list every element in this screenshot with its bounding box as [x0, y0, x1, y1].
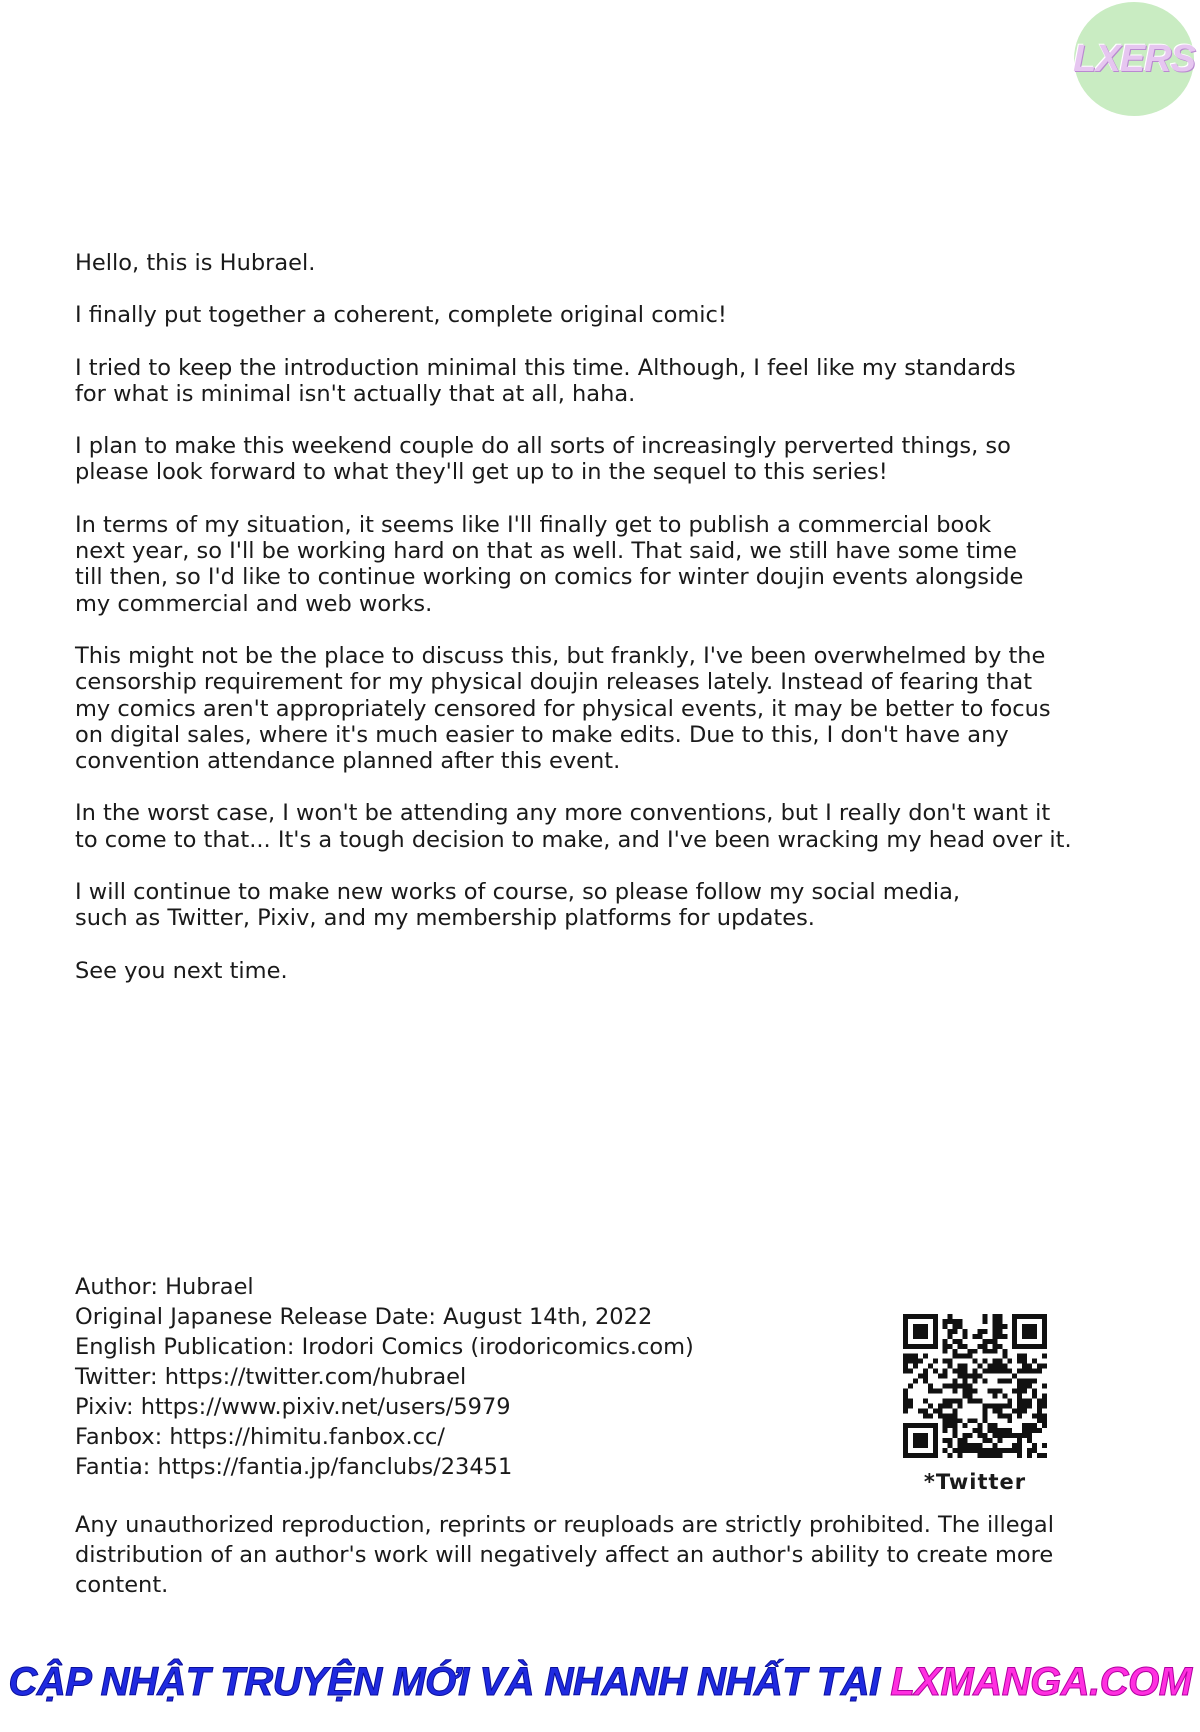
letter-paragraph: In terms of my situation, it seems like I'll finally get to publish a commercial book next year, so I'll be working hard on that as well. That said, we still have some time till then, so I'd like to continue working on comics for winter doujin events alongside my commercial and web works. — [75, 511, 1024, 617]
credits-block — [75, 1272, 694, 1482]
credit-twitter-link[interactable]: Twitter: https://twitter.com/hubrael — [75, 1364, 467, 1390]
banner-text: CẬP NHẬT TRUYỆN MỚI VÀ NHANH NHẤT TẠI — [8, 1660, 891, 1704]
credit-pixiv-link[interactable]: Pixiv: https://www.pixiv.net/users/5979 — [75, 1394, 511, 1420]
credit-fantia-link[interactable]: Fantia: https://fantia.jp/fanclubs/23451 — [75, 1454, 513, 1480]
twitter-qr-code[interactable] — [903, 1314, 1047, 1458]
credit-publication: English Publication: Irodori Comics (irodoricomics.com) — [75, 1334, 694, 1360]
credit-release-date: Original Japanese Release Date: August 14th, 2022 — [75, 1304, 653, 1330]
banner-site-link[interactable]: LXMANGA.COM — [890, 1660, 1192, 1704]
site-logo-text: LXERS — [1073, 37, 1195, 80]
promo-banner[interactable] — [0, 1660, 1200, 1705]
letter-paragraph: In the worst case, I won't be attending any more conventions, but I really don't want it to come to that... It's a tough decision to make, and I've been wracking my head over it. — [75, 800, 1072, 853]
site-logo — [1074, 2, 1194, 116]
letter-paragraph: I finally put together a coherent, complete original comic! — [75, 302, 727, 329]
copyright-notice: Any unauthorized reproduction, reprints or reuploads are strictly prohibited. The illegal distribution of an author's work will negatively affect an author's ability to create more content. — [75, 1512, 1054, 1598]
letter-paragraph: See you next time. — [75, 957, 288, 984]
letter-paragraph: I tried to keep the introduction minimal this time. Although, I feel like my standards for what is minimal isn't actually that at all, haha. — [75, 354, 1016, 407]
letter-paragraph: I plan to make this weekend couple do all sorts of increasingly perverted things, so please look forward to what they'll get up to in the sequel to this series! — [75, 433, 1011, 486]
qr-label: *Twitter — [923, 1470, 1027, 1494]
credit-author: Author: Hubrael — [75, 1274, 254, 1300]
afterword-letter — [75, 250, 1105, 1010]
letter-paragraph: Hello, this is Hubrael. — [75, 250, 316, 276]
letter-paragraph: I will continue to make new works of course, so please follow my social media, such as Twitter, Pixiv, and my membership platforms for updates. — [75, 879, 961, 932]
letter-paragraph: This might not be the place to discuss this, but frankly, I've been overwhelmed by the censorship requirement for my physical doujin releases lately. Instead of fearing that my comics aren't appropriately censored for physical events, it may be better to focus on digital sales, where it's much easier to make edits. Due to this, I don't have any convention attendance planned after this event. — [75, 642, 1051, 775]
credit-fanbox-link[interactable]: Fanbox: https://himitu.fanbox.cc/ — [75, 1424, 446, 1450]
